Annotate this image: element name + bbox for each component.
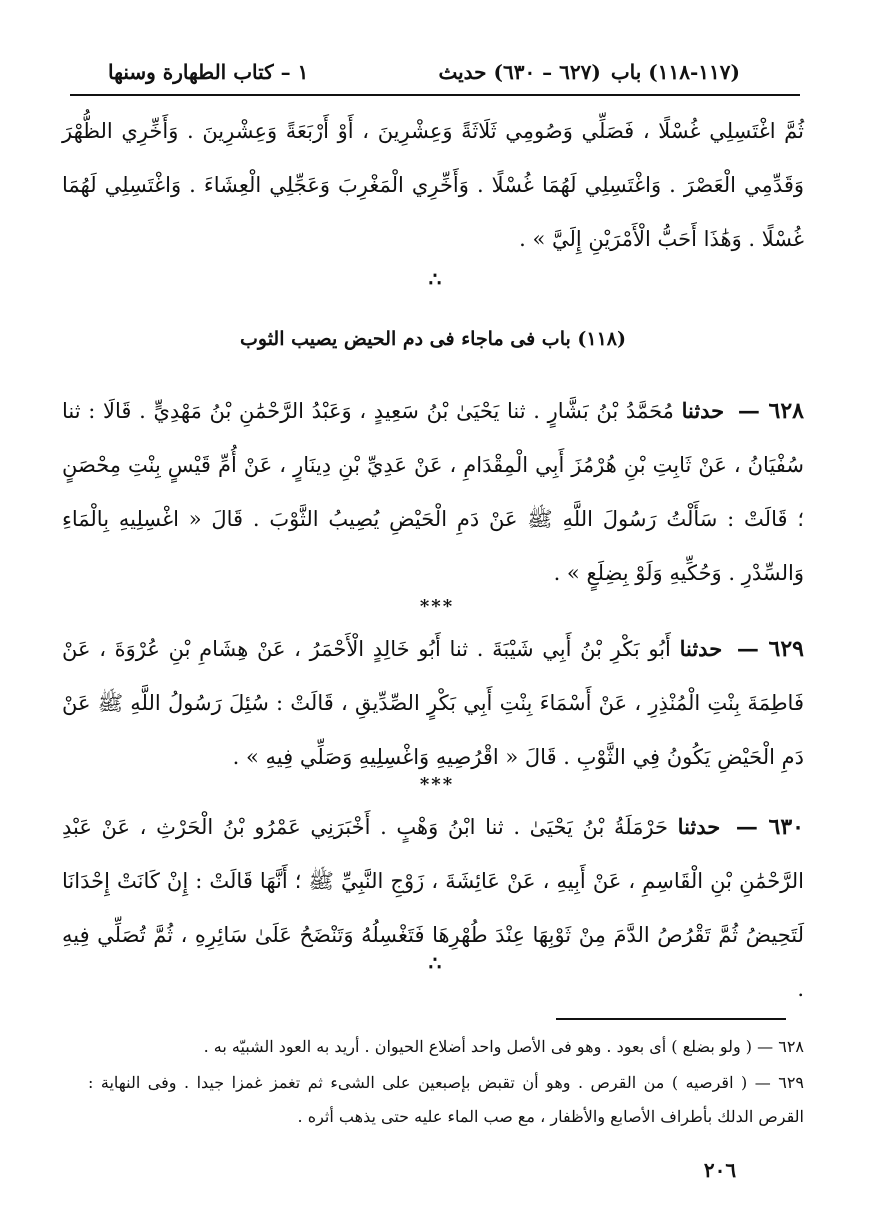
header-hadith-range: (٦٢٧ – ٦٣٠) حديث: [438, 60, 601, 84]
header-rule: [70, 94, 800, 96]
hadith-number: ٦٢٩ —: [736, 636, 804, 662]
header-bab-range: (١١٧-١١٨) باب: [610, 60, 740, 84]
header-left: [438, 60, 740, 84]
header-right: [108, 60, 308, 84]
hadith-628: [62, 384, 804, 600]
hadith-text: أَبُو بَكْرِ بْنُ أَبِي شَيْبَةَ . ثنا أَبُو خَالِدٍ الْأَحْمَرُ ، عَنْ هِشَامِ بْنِ عُرْوَةَ ، عَنْ فَاطِمَةَ بِنْتِ الْمُنْذِرِ ، عَنْ أَسْمَاءَ بِنْتِ أَبِي بَكْرٍ الصِّدِّيقِ ، قَالَتْ : سُئِلَ رَسُولُ اللَّهِ ﷺ عَنْ دَمِ الْحَيْضِ يَكُونُ فِي الثَّوْبِ . قَالَ « اقْرُصِيهِ وَاغْسِلِيهِ وَصَلِّي فِيهِ » .: [62, 637, 804, 769]
hadith-number: ٦٣٠ —: [735, 814, 804, 840]
hadith-630: [62, 800, 804, 1016]
ornament-dots-2: ∴: [428, 951, 446, 975]
hadith-number: ٦٢٨ —: [737, 398, 804, 424]
header-volume: ١ – كتاب الطهارة وسنها: [108, 60, 309, 84]
footnote-rule: [556, 1018, 786, 1020]
footnote-628: ٦٢٨ — ( ولو بضلع ) أى بعود . وهو فى الأصل واحد أضلاع الحيوان . أريد به العود الشبيّه به .: [203, 1037, 804, 1056]
ornament-stars-1: ***: [419, 596, 455, 617]
hadith-629: [62, 622, 804, 784]
hadith-lead: حدثنا: [677, 814, 721, 839]
hadith-text: مُحَمَّدُ بْنُ بَشَّارٍ . ثنا يَحْيَىٰ بْنُ سَعِيدٍ ، وَعَبْدُ الرَّحْمَٰنِ بْنُ مَهْدِيٍّ . قَالَا : ثنا سُفْيَانُ ، عَنْ ثَابِتِ بْنِ هُرْمُزَ أَبِي الْمِقْدَامِ ، عَنْ عَدِيِّ بْنِ دِينَارٍ ، عَنْ أُمِّ قَيْسٍ بِنْتِ مِحْصَنٍ ؛ قَالَتْ : سَأَلْتُ رَسُولَ اللَّهِ ﷺ عَنْ دَمِ الْحَيْضِ يُصِيبُ الثَّوْبَ . قَالَ « اغْسِلِيهِ بِالْمَاءِ وَالسِّدْرِ . وَحُكِّيهِ وَلَوْ بِضِلَعٍ » .: [62, 399, 804, 585]
page-number: ٢٠٦: [703, 1158, 737, 1182]
continuation-text: ثُمَّ اغْتَسِلِي غُسْلًا ، فَصَلِّي وَصُومِي ثَلَاثَةً وَعِشْرِينَ ، أَوْ أَرْبَعَةً وَعِشْرِينَ . وَأَخِّرِي الظُّهْرَ وَقَدِّمِي الْعَصْرَ . وَاغْتَسِلِي لَهُمَا غُسْلًا . وَأَخِّرِي الْمَغْرِبَ وَعَجِّلِي الْعِشَاءَ . وَاغْتَسِلِي لَهُمَا غُسْلًا . وَهَٰذَا أَحَبُّ الْأَمْرَيْنِ إِلَيَّ » .: [62, 119, 804, 251]
hadith-text: حَرْمَلَةُ بْنُ يَحْيَىٰ . ثنا ابْنُ وَهْبٍ . أَخْبَرَنِي عَمْرُو بْنُ الْحَرْثِ ، عَنْ عَبْدِ الرَّحْمَٰنِ بْنِ الْقَاسِمِ ، عَنْ أَبِيهِ ، عَنْ عَائِشَةَ ، زَوْجِ النَّبِيِّ ﷺ ؛ أَنَّهَا قَالَتْ : إِنْ كَانَتْ إِحْدَانَا لَتَحِيضُ ثُمَّ تَقْرُصُ الدَّمَ مِنْ ثَوْبِهَا عِنْدَ طُهْرِهَا فَتَغْسِلُهُ وَتَنْضَحُ عَلَىٰ سَائِرِهِ ، ثُمَّ تُصَلِّي فِيهِ .: [62, 815, 804, 1001]
chapter-title: (١١٨) باب فى ماجاء فى دم الحيض يصيب الثوب: [240, 328, 626, 350]
ornament-dots-1: ∴: [428, 267, 446, 291]
hadith-lead: حدثنا: [681, 398, 725, 423]
hadith-lead: حدثنا: [679, 636, 723, 661]
ornament-stars-2: ***: [419, 774, 455, 795]
running-header: [108, 54, 740, 90]
footnote-629: ٦٢٩ — ( اقرصيه ) من القرص . وهو أن تقبض بإصبعين على الشىء ثم تغمز غمزا جيدا . وفى النهاية : القرص الدلك بأطراف الأصابع والأظفار ، مع صب الماء عليه حتى يذهب أثره .: [88, 1073, 804, 1126]
